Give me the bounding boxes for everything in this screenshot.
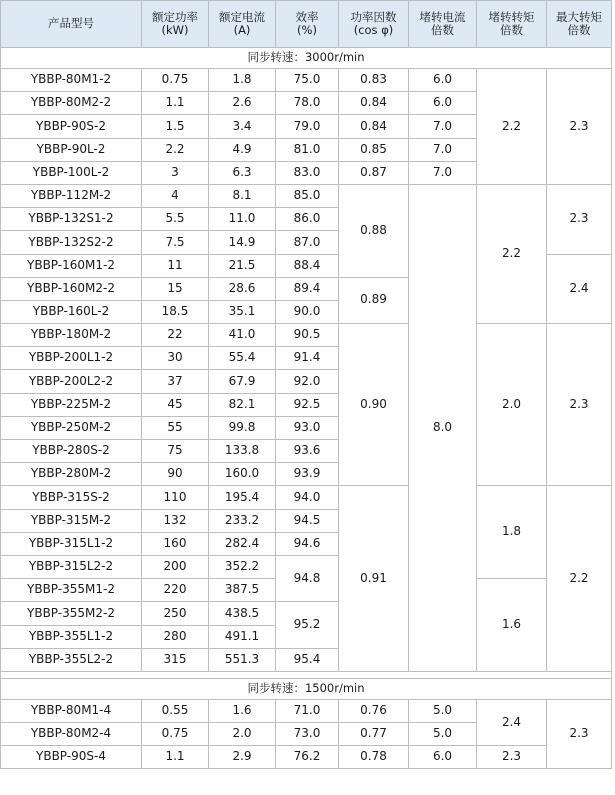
power-cell: 11 xyxy=(142,254,209,277)
current-cell: 82.1 xyxy=(209,393,276,416)
model-cell: YBBP-80M1-4 xyxy=(1,699,142,722)
header-efficiency: 效率 (%) xyxy=(276,1,339,48)
table-row xyxy=(1,184,612,207)
lrt-cell: 2.2 xyxy=(477,69,547,185)
efficiency-cell: 95.4 xyxy=(276,648,339,671)
efficiency-cell: 81.0 xyxy=(276,138,339,161)
power-cell: 5.5 xyxy=(142,208,209,231)
maxt-cell: 2.3 xyxy=(547,699,612,769)
section-spacer xyxy=(1,671,612,678)
header-current: 额定电流 (A) xyxy=(209,1,276,48)
model-cell: YBBP-315S-2 xyxy=(1,486,142,509)
power-cell: 250 xyxy=(142,602,209,625)
power-cell: 2.2 xyxy=(142,138,209,161)
table-row xyxy=(1,324,612,347)
pf-cell: 0.85 xyxy=(339,138,409,161)
header-power-factor: 功率因数 (cos φ) xyxy=(339,1,409,48)
power-cell: 75 xyxy=(142,440,209,463)
model-cell: YBBP-315M-2 xyxy=(1,509,142,532)
current-cell: 282.4 xyxy=(209,532,276,555)
power-cell: 22 xyxy=(142,324,209,347)
efficiency-cell: 89.4 xyxy=(276,277,339,300)
section-title-1500: 同步转速：1500r/min xyxy=(1,678,612,699)
model-cell: YBBP-132S1-2 xyxy=(1,208,142,231)
header-locked-rotor-current: 堵转电流 倍数 xyxy=(409,1,477,48)
power-cell: 315 xyxy=(142,648,209,671)
current-cell: 233.2 xyxy=(209,509,276,532)
power-cell: 0.75 xyxy=(142,723,209,746)
current-cell: 8.1 xyxy=(209,184,276,207)
efficiency-cell: 93.9 xyxy=(276,463,339,486)
lrt-cell: 2.0 xyxy=(477,324,547,486)
lrc-cell: 6.0 xyxy=(409,69,477,92)
efficiency-cell: 92.0 xyxy=(276,370,339,393)
current-cell: 21.5 xyxy=(209,254,276,277)
maxt-cell: 2.3 xyxy=(547,69,612,185)
model-cell: YBBP-355L2-2 xyxy=(1,648,142,671)
efficiency-cell: 94.5 xyxy=(276,509,339,532)
current-cell: 28.6 xyxy=(209,277,276,300)
power-cell: 55 xyxy=(142,416,209,439)
efficiency-cell: 93.0 xyxy=(276,416,339,439)
efficiency-cell: 76.2 xyxy=(276,746,339,769)
section-title-row xyxy=(1,678,612,699)
table-row xyxy=(1,69,612,92)
header-row xyxy=(1,1,612,48)
current-cell: 4.9 xyxy=(209,138,276,161)
power-cell: 200 xyxy=(142,555,209,578)
lrt-cell: 1.6 xyxy=(477,579,547,672)
model-cell: YBBP-355L1-2 xyxy=(1,625,142,648)
current-cell: 195.4 xyxy=(209,486,276,509)
efficiency-cell: 88.4 xyxy=(276,254,339,277)
maxt-cell: 2.3 xyxy=(547,324,612,486)
model-cell: YBBP-315L1-2 xyxy=(1,532,142,555)
lrc-cell: 5.0 xyxy=(409,723,477,746)
current-cell: 551.3 xyxy=(209,648,276,671)
current-cell: 41.0 xyxy=(209,324,276,347)
lrt-cell: 2.3 xyxy=(477,746,547,769)
header-locked-rotor-torque: 堵转转矩 倍数 xyxy=(477,1,547,48)
current-cell: 1.6 xyxy=(209,699,276,722)
lrc-cell: 5.0 xyxy=(409,699,477,722)
model-cell: YBBP-80M2-4 xyxy=(1,723,142,746)
model-cell: YBBP-200L1-2 xyxy=(1,347,142,370)
power-cell: 7.5 xyxy=(142,231,209,254)
model-cell: YBBP-90S-4 xyxy=(1,746,142,769)
model-cell: YBBP-80M1-2 xyxy=(1,69,142,92)
model-cell: YBBP-160L-2 xyxy=(1,300,142,323)
model-cell: YBBP-200L2-2 xyxy=(1,370,142,393)
model-cell: YBBP-90L-2 xyxy=(1,138,142,161)
power-cell: 1.1 xyxy=(142,92,209,115)
table-row xyxy=(1,486,612,509)
power-cell: 4 xyxy=(142,184,209,207)
model-cell: YBBP-280S-2 xyxy=(1,440,142,463)
efficiency-cell: 85.0 xyxy=(276,184,339,207)
model-cell: YBBP-225M-2 xyxy=(1,393,142,416)
current-cell: 2.0 xyxy=(209,723,276,746)
pf-cell: 0.89 xyxy=(339,277,409,323)
efficiency-cell: 71.0 xyxy=(276,699,339,722)
model-cell: YBBP-280M-2 xyxy=(1,463,142,486)
model-cell: YBBP-132S2-2 xyxy=(1,231,142,254)
lrt-cell: 2.2 xyxy=(477,184,547,323)
model-cell: YBBP-90S-2 xyxy=(1,115,142,138)
current-cell: 2.6 xyxy=(209,92,276,115)
power-cell: 220 xyxy=(142,579,209,602)
pf-cell: 0.83 xyxy=(339,69,409,92)
table-row xyxy=(1,746,612,769)
pf-cell: 0.87 xyxy=(339,161,409,184)
power-cell: 90 xyxy=(142,463,209,486)
efficiency-cell: 79.0 xyxy=(276,115,339,138)
current-cell: 35.1 xyxy=(209,300,276,323)
efficiency-cell: 78.0 xyxy=(276,92,339,115)
current-cell: 55.4 xyxy=(209,347,276,370)
model-cell: YBBP-355M2-2 xyxy=(1,602,142,625)
power-cell: 280 xyxy=(142,625,209,648)
current-cell: 11.0 xyxy=(209,208,276,231)
efficiency-cell: 90.5 xyxy=(276,324,339,347)
pf-cell: 0.84 xyxy=(339,115,409,138)
lrt-cell: 1.8 xyxy=(477,486,547,579)
power-cell: 37 xyxy=(142,370,209,393)
current-cell: 491.1 xyxy=(209,625,276,648)
model-cell: YBBP-112M-2 xyxy=(1,184,142,207)
pf-cell: 0.77 xyxy=(339,723,409,746)
power-cell: 0.75 xyxy=(142,69,209,92)
pf-cell: 0.84 xyxy=(339,92,409,115)
current-cell: 2.9 xyxy=(209,746,276,769)
lrc-cell: 6.0 xyxy=(409,92,477,115)
current-cell: 160.0 xyxy=(209,463,276,486)
model-cell: YBBP-250M-2 xyxy=(1,416,142,439)
efficiency-cell: 93.6 xyxy=(276,440,339,463)
power-cell: 45 xyxy=(142,393,209,416)
lrc-cell: 6.0 xyxy=(409,746,477,769)
current-cell: 1.8 xyxy=(209,69,276,92)
efficiency-cell: 73.0 xyxy=(276,723,339,746)
power-cell: 110 xyxy=(142,486,209,509)
current-cell: 387.5 xyxy=(209,579,276,602)
maxt-cell: 2.2 xyxy=(547,486,612,672)
model-cell: YBBP-355M1-2 xyxy=(1,579,142,602)
pf-cell: 0.88 xyxy=(339,184,409,277)
power-cell: 15 xyxy=(142,277,209,300)
section-title-row xyxy=(1,48,612,69)
model-cell: YBBP-315L2-2 xyxy=(1,555,142,578)
current-cell: 438.5 xyxy=(209,602,276,625)
power-cell: 3 xyxy=(142,161,209,184)
efficiency-cell: 90.0 xyxy=(276,300,339,323)
model-cell: YBBP-80M2-2 xyxy=(1,92,142,115)
maxt-cell: 2.3 xyxy=(547,184,612,254)
power-cell: 132 xyxy=(142,509,209,532)
header-max-torque: 最大转矩 倍数 xyxy=(547,1,612,48)
lrc-cell: 7.0 xyxy=(409,138,477,161)
lrc-cell: 7.0 xyxy=(409,161,477,184)
pf-cell: 0.91 xyxy=(339,486,409,672)
current-cell: 3.4 xyxy=(209,115,276,138)
pf-cell: 0.90 xyxy=(339,324,409,486)
current-cell: 99.8 xyxy=(209,416,276,439)
power-cell: 1.1 xyxy=(142,746,209,769)
efficiency-cell: 87.0 xyxy=(276,231,339,254)
power-cell: 160 xyxy=(142,532,209,555)
current-cell: 14.9 xyxy=(209,231,276,254)
power-cell: 1.5 xyxy=(142,115,209,138)
efficiency-cell: 94.8 xyxy=(276,555,339,601)
pf-cell: 0.76 xyxy=(339,699,409,722)
power-cell: 0.55 xyxy=(142,699,209,722)
power-cell: 18.5 xyxy=(142,300,209,323)
lrc-cell: 8.0 xyxy=(409,184,477,671)
header-model: 产品型号 xyxy=(1,1,142,48)
efficiency-cell: 94.0 xyxy=(276,486,339,509)
current-cell: 6.3 xyxy=(209,161,276,184)
current-cell: 352.2 xyxy=(209,555,276,578)
lrc-cell: 7.0 xyxy=(409,115,477,138)
maxt-cell: 2.4 xyxy=(547,254,612,324)
current-cell: 133.8 xyxy=(209,440,276,463)
efficiency-cell: 95.2 xyxy=(276,602,339,648)
efficiency-cell: 92.5 xyxy=(276,393,339,416)
efficiency-cell: 91.4 xyxy=(276,347,339,370)
table-row xyxy=(1,699,612,722)
power-cell: 30 xyxy=(142,347,209,370)
model-cell: YBBP-160M1-2 xyxy=(1,254,142,277)
current-cell: 67.9 xyxy=(209,370,276,393)
header-power: 额定功率 (kW) xyxy=(142,1,209,48)
pf-cell: 0.78 xyxy=(339,746,409,769)
model-cell: YBBP-100L-2 xyxy=(1,161,142,184)
efficiency-cell: 86.0 xyxy=(276,208,339,231)
model-cell: YBBP-180M-2 xyxy=(1,324,142,347)
section-title-3000: 同步转速：3000r/min xyxy=(1,48,612,69)
efficiency-cell: 94.6 xyxy=(276,532,339,555)
efficiency-cell: 75.0 xyxy=(276,69,339,92)
efficiency-cell: 83.0 xyxy=(276,161,339,184)
lrt-cell: 2.4 xyxy=(477,699,547,745)
model-cell: YBBP-160M2-2 xyxy=(1,277,142,300)
